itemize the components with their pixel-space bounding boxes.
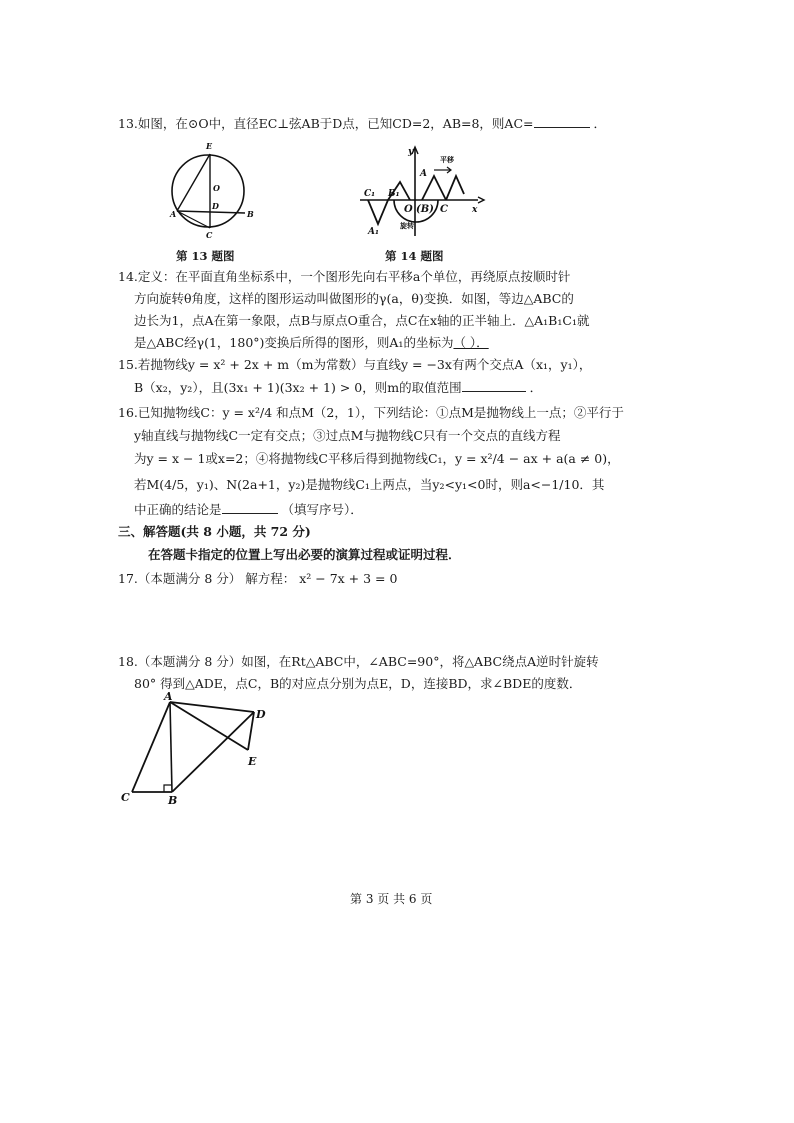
q16-line-2: y轴直线与抛物线C一定有交点；③过点M与抛物线C只有一个交点的直线方程 [134, 428, 561, 443]
q14-label-rotate: 旋转 [400, 221, 414, 230]
q13-label-a: A [170, 209, 177, 219]
q18-label-b: B [168, 794, 178, 807]
q13-label-b: B [247, 209, 254, 219]
page-footer: 第 3 页 共 6 页 [350, 892, 433, 906]
q14-label-x: x [472, 205, 478, 215]
q14-triangle-abc-2 [446, 176, 464, 200]
q16-line-3: 为y = x − 1或x=2；④将抛物线C平移后得到抛物线C₁，y = x²/4 − ax + a(a ≠ 0)， [134, 451, 620, 466]
q18-right-angle [164, 785, 172, 792]
q13-chord-ab [177, 211, 245, 213]
q14-label-a: A [420, 169, 427, 179]
q16-line-5-text: 中正确的结论是 [134, 502, 222, 517]
q13-segment-ea [177, 154, 210, 211]
q14-answer-blank[interactable]: （ ）． [453, 335, 489, 350]
q14-label-y: y [408, 147, 414, 157]
q14-triangle-abc [422, 176, 446, 200]
q13-tail: ． [593, 116, 606, 131]
q13-circle [172, 155, 244, 227]
section3-instruction: 在答题卡指定的位置上写出必要的演算过程或证明过程． [148, 547, 461, 562]
q18-label-d: D [256, 708, 266, 721]
q16-line-4: 若M(4/5，y₁)、N(2a+1，y₂)是抛物线C₁上两点，当y₂<y₁<0时，则a<−1/10．其 [134, 477, 605, 492]
q15-tail: ． [529, 380, 543, 395]
q18-figure [118, 690, 278, 810]
q14-label-shift: 平移 [440, 155, 454, 164]
q14-line-2: 方向旋转θ角度，这样的图形运动叫做图形的γ(a，θ)变换．如图，等边△ABC的 [134, 291, 574, 306]
q14-label-c: C [440, 204, 448, 215]
q13-stem [118, 117, 606, 131]
q14-triangle-lower [368, 200, 388, 224]
q18-label-c: C [121, 791, 130, 804]
q13-caption: 第 13 题图 [176, 249, 235, 263]
q15-line-2-text: B（x₂，y₂），且(3x₁ + 1)(3x₂ + 1) > 0，则m的取值范围 [134, 380, 462, 395]
q14-caption: 第 14 题图 [385, 249, 444, 263]
q13-label-d: D [212, 201, 219, 211]
q18-segment-ac [132, 702, 170, 792]
q16-line-1: 16.已知抛物线C：y = x²/4 和点M（2，1），下列结论：①点M是抛物线上一点；②平行于 [118, 405, 624, 420]
q14-label-a1: A₁ [368, 227, 379, 237]
q15-line-1: 15.若抛物线y = x² + 2x + m（m为常数）与直线y = −3x有两个交点A（x₁，y₁）， [118, 357, 592, 372]
q18-label-a: A [164, 690, 173, 703]
q13-answer-blank[interactable] [534, 117, 590, 128]
q13-label-c: C [206, 230, 213, 240]
q14-line-3: 边长为1，点A在第一象限，点B与原点O重合，点C在x轴的正半轴上．△A₁B₁C₁就 [134, 313, 590, 328]
q18-segment-ab [170, 702, 172, 792]
q14-x-arrow [478, 197, 484, 203]
q16-line-5 [134, 503, 363, 517]
q14-label-b1: B₁ [388, 189, 400, 199]
q14-line-1: 14.定义：在平面直角坐标系中，一个图形先向右平移a个单位，再绕原点按顺时针 [118, 269, 571, 284]
q13-text: 13.如图，在⊙O中，直径EC⊥弦AB于D点，已知CD=2，AB=8，则AC= [118, 116, 534, 131]
q14-label-b: (B) [416, 204, 434, 215]
q13-label-o: O [213, 183, 220, 193]
q14-label-c1: C₁ [364, 189, 376, 199]
q18-line-1: 18.（本题满分 8 分）如图，在Rt△ABC中，∠ABC=90°，将△ABC绕点A逆时针旋转 [118, 654, 599, 669]
q14-figure [360, 140, 485, 240]
q18-label-e: E [248, 755, 257, 768]
q13-figure [160, 135, 260, 245]
q17-text: 17.（本题满分 8 分） 解方程： x² − 7x + 3 = 0 [118, 571, 398, 586]
q16-tail: （填写序号）． [281, 502, 363, 517]
q16-answer-blank[interactable] [222, 503, 278, 514]
q13-label-e: E [206, 141, 213, 151]
section3-title: 三、解答题(共 8 小题，共 72 分) [118, 524, 311, 539]
q14-line-4-text: 是△ABC经γ(1，180°)变换后所得的图形，则A₁的坐标为 [134, 335, 454, 350]
q15-line-2 [134, 381, 542, 395]
q13-segment-ac [177, 211, 210, 228]
q14-label-o: O [404, 204, 413, 215]
q15-answer-blank[interactable] [462, 381, 526, 392]
q18-segment-bd [172, 712, 254, 792]
q18-line-2: 80° 得到△ADE，点C，B的对应点分别为点E，D，连接BD，求∠BDE的度数． [134, 676, 582, 691]
q14-line-4 [134, 337, 489, 350]
